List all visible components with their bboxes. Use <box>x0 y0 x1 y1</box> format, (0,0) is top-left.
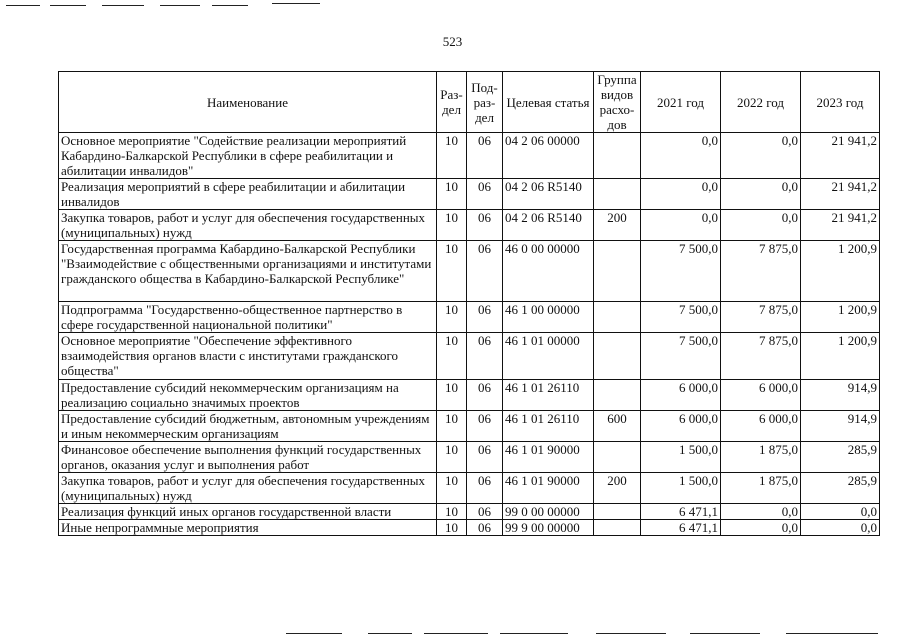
row-group: 600 <box>594 411 641 442</box>
row-subsection: 06 <box>467 380 503 411</box>
row-2022: 0,0 <box>721 504 801 520</box>
row-article: 04 2 06 R5140 <box>503 179 594 210</box>
row-section: 10 <box>437 210 467 241</box>
row-2022: 6 000,0 <box>721 411 801 442</box>
row-group <box>594 302 641 333</box>
table-row <box>59 504 880 520</box>
row-name: Подпрограмма "Государственно-общественное партнерство в сфере государственной национальной политики" <box>59 302 437 333</box>
row-2023: 1 200,9 <box>801 302 880 333</box>
row-2022: 7 875,0 <box>721 241 801 302</box>
top-rule <box>272 3 320 4</box>
row-section: 10 <box>437 504 467 520</box>
row-2023: 1 200,9 <box>801 333 880 380</box>
header-subsection: Под-раз-дел <box>467 72 503 133</box>
row-group: 200 <box>594 473 641 504</box>
row-2021: 1 500,0 <box>641 473 721 504</box>
row-group <box>594 133 641 179</box>
row-group <box>594 442 641 473</box>
row-section: 10 <box>437 179 467 210</box>
row-section: 10 <box>437 302 467 333</box>
top-rule <box>102 5 144 6</box>
header-2023: 2023 год <box>801 72 880 133</box>
table-row <box>59 520 880 536</box>
top-rule <box>50 5 86 6</box>
row-2023: 0,0 <box>801 504 880 520</box>
bottom-rule <box>596 633 666 634</box>
table-row <box>59 333 880 380</box>
row-article: 99 0 00 00000 <box>503 504 594 520</box>
row-2021: 7 500,0 <box>641 241 721 302</box>
row-name: Государственная программа Кабардино-Балкарской Республики "Взаимодействие с общественными организациями и институтами гражданского общества в Кабардино-Балкарской Республике" <box>59 241 437 302</box>
row-2022: 1 875,0 <box>721 473 801 504</box>
row-2023: 1 200,9 <box>801 241 880 302</box>
row-article: 46 1 01 00000 <box>503 333 594 380</box>
row-section: 10 <box>437 380 467 411</box>
row-subsection: 06 <box>467 179 503 210</box>
row-subsection: 06 <box>467 302 503 333</box>
table-row <box>59 302 880 333</box>
table-row <box>59 442 880 473</box>
top-rule <box>6 5 40 6</box>
row-name: Основное мероприятие "Содействие реализации мероприятий Кабардино-Балкарской Республики в сфере реабилитации и абилитации инвалидов" <box>59 133 437 179</box>
bottom-rule <box>786 633 878 634</box>
row-group <box>594 380 641 411</box>
row-2021: 6 471,1 <box>641 504 721 520</box>
row-2022: 1 875,0 <box>721 442 801 473</box>
row-2022: 0,0 <box>721 520 801 536</box>
row-2023: 21 941,2 <box>801 179 880 210</box>
row-article: 46 1 01 26110 <box>503 411 594 442</box>
row-2021: 6 000,0 <box>641 380 721 411</box>
row-2022: 6 000,0 <box>721 380 801 411</box>
table-row <box>59 179 880 210</box>
row-2022: 7 875,0 <box>721 302 801 333</box>
row-section: 10 <box>437 133 467 179</box>
row-2021: 7 500,0 <box>641 333 721 380</box>
row-2023: 0,0 <box>801 520 880 536</box>
row-group <box>594 504 641 520</box>
bottom-rule <box>368 633 412 634</box>
row-article: 46 1 01 90000 <box>503 442 594 473</box>
row-section: 10 <box>437 241 467 302</box>
bottom-rule <box>690 633 760 634</box>
table-header-row <box>59 72 880 133</box>
row-article: 46 0 00 00000 <box>503 241 594 302</box>
row-2023: 914,9 <box>801 411 880 442</box>
row-subsection: 06 <box>467 473 503 504</box>
row-section: 10 <box>437 520 467 536</box>
row-section: 10 <box>437 411 467 442</box>
table-row <box>59 380 880 411</box>
row-2023: 21 941,2 <box>801 133 880 179</box>
row-article: 46 1 01 26110 <box>503 380 594 411</box>
row-article: 04 2 06 00000 <box>503 133 594 179</box>
row-2021: 1 500,0 <box>641 442 721 473</box>
row-name: Иные непрограммные мероприятия <box>59 520 437 536</box>
row-name: Предоставление субсидий некоммерческим организациям на реализацию социально значимых проектов <box>59 380 437 411</box>
row-2021: 0,0 <box>641 133 721 179</box>
row-2022: 0,0 <box>721 179 801 210</box>
top-rule <box>160 5 200 6</box>
row-article: 46 1 01 90000 <box>503 473 594 504</box>
row-article: 46 1 00 00000 <box>503 302 594 333</box>
table-row <box>59 133 880 179</box>
row-2021: 0,0 <box>641 210 721 241</box>
row-2022: 0,0 <box>721 210 801 241</box>
row-2021: 7 500,0 <box>641 302 721 333</box>
row-name: Предоставление субсидий бюджетным, автономным учреждениям и иным некоммерческим организациям <box>59 411 437 442</box>
row-name: Закупка товаров, работ и услуг для обеспечения государственных (муниципальных) нужд <box>59 210 437 241</box>
row-subsection: 06 <box>467 133 503 179</box>
row-2023: 285,9 <box>801 473 880 504</box>
header-2021: 2021 год <box>641 72 721 133</box>
row-article: 04 2 06 R5140 <box>503 210 594 241</box>
row-name: Закупка товаров, работ и услуг для обеспечения государственных (муниципальных) нужд <box>59 473 437 504</box>
row-section: 10 <box>437 442 467 473</box>
row-group <box>594 179 641 210</box>
row-subsection: 06 <box>467 241 503 302</box>
row-article: 99 9 00 00000 <box>503 520 594 536</box>
row-2023: 914,9 <box>801 380 880 411</box>
row-group <box>594 333 641 380</box>
table-row <box>59 411 880 442</box>
row-2021: 6 471,1 <box>641 520 721 536</box>
row-subsection: 06 <box>467 411 503 442</box>
header-section: Раз-дел <box>437 72 467 133</box>
header-2022: 2022 год <box>721 72 801 133</box>
table-row <box>59 241 880 302</box>
table-body <box>59 133 880 536</box>
row-group <box>594 241 641 302</box>
header-expense-group: Группа видов расхо-дов <box>594 72 641 133</box>
table-row <box>59 473 880 504</box>
row-2023: 21 941,2 <box>801 210 880 241</box>
page-number: 523 <box>442 34 463 49</box>
row-subsection: 06 <box>467 210 503 241</box>
row-group: 200 <box>594 210 641 241</box>
row-name: Реализация мероприятий в сфере реабилитации и абилитации инвалидов <box>59 179 437 210</box>
row-2022: 0,0 <box>721 133 801 179</box>
row-name: Финансовое обеспечение выполнения функций государственных органов, оказания услуг и выполнения работ <box>59 442 437 473</box>
row-group <box>594 520 641 536</box>
row-2021: 6 000,0 <box>641 411 721 442</box>
row-subsection: 06 <box>467 333 503 380</box>
row-section: 10 <box>437 333 467 380</box>
row-2023: 285,9 <box>801 442 880 473</box>
budget-table <box>58 71 880 536</box>
bottom-rule <box>500 633 568 634</box>
row-2022: 7 875,0 <box>721 333 801 380</box>
row-subsection: 06 <box>467 442 503 473</box>
row-subsection: 06 <box>467 520 503 536</box>
bottom-rule <box>424 633 488 634</box>
table-row <box>59 210 880 241</box>
row-name: Реализация функций иных органов государственной власти <box>59 504 437 520</box>
bottom-rule <box>286 633 342 634</box>
top-rule <box>212 5 248 6</box>
header-name: Наименование <box>59 72 437 133</box>
header-target-article: Целевая статья <box>503 72 594 133</box>
row-name: Основное мероприятие "Обеспечение эффективного взаимодействия органов власти с институтами гражданского общества" <box>59 333 437 380</box>
row-section: 10 <box>437 473 467 504</box>
row-2021: 0,0 <box>641 179 721 210</box>
row-subsection: 06 <box>467 504 503 520</box>
